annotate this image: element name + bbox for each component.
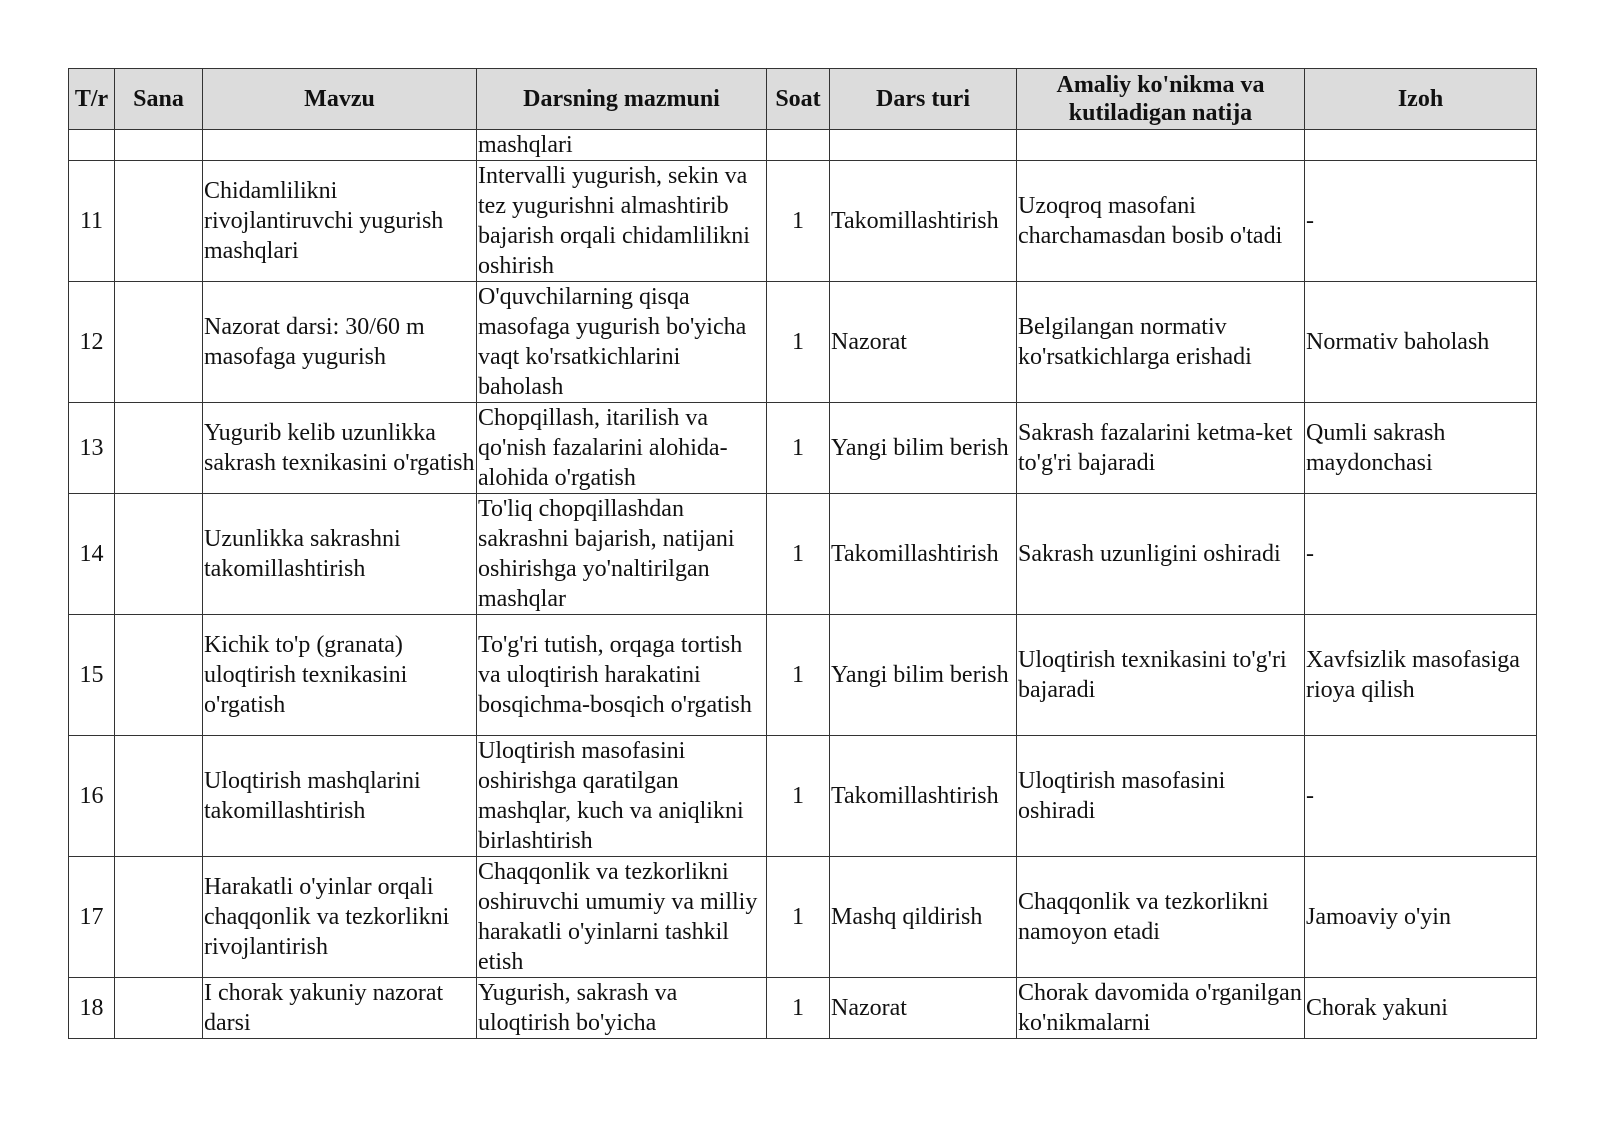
cell-dars-turi: Mashq qildirish xyxy=(830,857,1017,978)
cell-dars-turi: Takomillashtirish xyxy=(830,494,1017,615)
cell-dars-turi: Nazorat xyxy=(830,978,1017,1039)
cell-num: 13 xyxy=(69,403,115,494)
cell-num: 16 xyxy=(69,736,115,857)
table-row xyxy=(69,736,1537,857)
cell-izoh: - xyxy=(1305,494,1537,615)
cell-num: 14 xyxy=(69,494,115,615)
table-body xyxy=(69,130,1537,1039)
header-mavzu: Mavzu xyxy=(203,69,477,130)
cell-soat: 1 xyxy=(767,615,830,736)
cell-natija: Uzoqroq masofani charchamasdan bosib o'tadi xyxy=(1017,161,1305,282)
cell-natija: Chorak davomida o'rganilgan ko'nikmalarni xyxy=(1017,978,1305,1039)
cell-izoh: Qumli sakrash maydonchasi xyxy=(1305,403,1537,494)
cell-sana xyxy=(115,978,203,1039)
cell-soat xyxy=(767,130,830,161)
table-header xyxy=(69,69,1537,130)
cell-soat: 1 xyxy=(767,161,830,282)
header-izoh: Izoh xyxy=(1305,69,1537,130)
cell-izoh: Chorak yakuni xyxy=(1305,978,1537,1039)
cell-natija: Sakrash uzunligini oshiradi xyxy=(1017,494,1305,615)
cell-mavzu: I chorak yakuniy nazorat darsi xyxy=(203,978,477,1039)
table-row xyxy=(69,857,1537,978)
cell-sana xyxy=(115,857,203,978)
cell-num: 11 xyxy=(69,161,115,282)
cell-mazmuni: To'g'ri tutish, orqaga tortish va uloqtirish harakatini bosqichma-bosqich o'rgatish xyxy=(477,615,767,736)
cell-mavzu: Yugurib kelib uzunlikka sakrash texnikasini o'rgatish xyxy=(203,403,477,494)
cell-natija: Uloqtirish texnikasini to'g'ri bajaradi xyxy=(1017,615,1305,736)
cell-natija: Belgilangan normativ ko'rsatkichlarga erishadi xyxy=(1017,282,1305,403)
cell-mavzu: Uloqtirish mashqlarini takomillashtirish xyxy=(203,736,477,857)
table-row xyxy=(69,403,1537,494)
cell-mazmuni: Yugurish, sakrash va uloqtirish bo'yicha xyxy=(477,978,767,1039)
cell-dars-turi: Yangi bilim berish xyxy=(830,403,1017,494)
table-row xyxy=(69,978,1537,1039)
header-darsning-mazmuni: Darsning mazmuni xyxy=(477,69,767,130)
continuation-row xyxy=(69,130,1537,161)
cell-num xyxy=(69,130,115,161)
cell-sana xyxy=(115,494,203,615)
cell-izoh: - xyxy=(1305,161,1537,282)
cell-natija: Uloqtirish masofasini oshiradi xyxy=(1017,736,1305,857)
header-soat: Soat xyxy=(767,69,830,130)
cell-mazmuni: Uloqtirish masofasini oshirishga qaratilgan mashqlar, kuch va aniqlikni birlashtirish xyxy=(477,736,767,857)
cell-mavzu: Nazorat darsi: 30/60 m masofaga yugurish xyxy=(203,282,477,403)
cell-natija xyxy=(1017,130,1305,161)
cell-dars-turi: Takomillashtirish xyxy=(830,161,1017,282)
cell-soat: 1 xyxy=(767,403,830,494)
cell-izoh xyxy=(1305,130,1537,161)
cell-soat: 1 xyxy=(767,494,830,615)
cell-mazmuni: Chaqqonlik va tezkorlikni oshiruvchi umumiy va milliy harakatli o'yinlarni tashkil etish xyxy=(477,857,767,978)
cell-mazmuni: O'quvchilarning qisqa masofaga yugurish bo'yicha vaqt ko'rsatkichlarini baholash xyxy=(477,282,767,403)
cell-mavzu xyxy=(203,130,477,161)
cell-izoh: Xavfsizlik masofasiga rioya qilish xyxy=(1305,615,1537,736)
table-row xyxy=(69,282,1537,403)
cell-mavzu: Chidamlilikni rivojlantiruvchi yugurish mashqlari xyxy=(203,161,477,282)
cell-sana xyxy=(115,736,203,857)
cell-num: 17 xyxy=(69,857,115,978)
cell-natija: Sakrash fazalarini ketma-ket to'g'ri bajaradi xyxy=(1017,403,1305,494)
cell-sana xyxy=(115,403,203,494)
cell-soat: 1 xyxy=(767,282,830,403)
cell-soat: 1 xyxy=(767,736,830,857)
lesson-plan-table xyxy=(68,68,1537,1039)
cell-dars-turi: Nazorat xyxy=(830,282,1017,403)
cell-sana xyxy=(115,161,203,282)
cell-num: 12 xyxy=(69,282,115,403)
cell-mazmuni: mashqlari xyxy=(477,130,767,161)
cell-soat: 1 xyxy=(767,857,830,978)
cell-soat: 1 xyxy=(767,978,830,1039)
cell-num: 18 xyxy=(69,978,115,1039)
cell-dars-turi: Takomillashtirish xyxy=(830,736,1017,857)
header-dars-turi: Dars turi xyxy=(830,69,1017,130)
cell-sana xyxy=(115,130,203,161)
header-tr: T/r xyxy=(69,69,115,130)
cell-dars-turi: Yangi bilim berish xyxy=(830,615,1017,736)
header-sana: Sana xyxy=(115,69,203,130)
cell-mavzu: Uzunlikka sakrashni takomillashtirish xyxy=(203,494,477,615)
table-row xyxy=(69,494,1537,615)
cell-izoh: Jamoaviy o'yin xyxy=(1305,857,1537,978)
cell-mavzu: Kichik to'p (granata) uloqtirish texnikasini o'rgatish xyxy=(203,615,477,736)
table-row xyxy=(69,615,1537,736)
cell-mavzu: Harakatli o'yinlar orqali chaqqonlik va tezkorlikni rivojlantirish xyxy=(203,857,477,978)
cell-mazmuni: Intervalli yugurish, sekin va tez yugurishni almashtirib bajarish orqali chidamlilikni oshirish xyxy=(477,161,767,282)
cell-izoh: Normativ baholash xyxy=(1305,282,1537,403)
table-row xyxy=(69,161,1537,282)
cell-natija: Chaqqonlik va tezkorlikni namoyon etadi xyxy=(1017,857,1305,978)
header-row xyxy=(69,69,1537,130)
cell-dars-turi xyxy=(830,130,1017,161)
cell-sana xyxy=(115,282,203,403)
cell-sana xyxy=(115,615,203,736)
cell-izoh: - xyxy=(1305,736,1537,857)
cell-mazmuni: Chopqillash, itarilish va qo'nish fazalarini alohida-alohida o'rgatish xyxy=(477,403,767,494)
header-amaliy-konikma: Amaliy ko'nikma va kutiladigan natija xyxy=(1017,69,1305,130)
cell-num: 15 xyxy=(69,615,115,736)
cell-mazmuni: To'liq chopqillashdan sakrashni bajarish, natijani oshirishga yo'naltirilgan mashqlar xyxy=(477,494,767,615)
